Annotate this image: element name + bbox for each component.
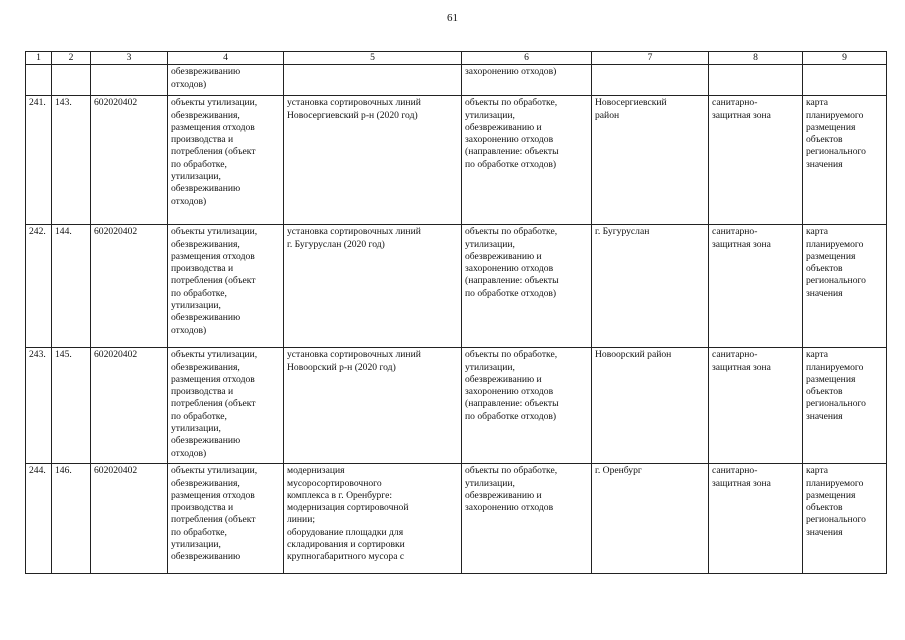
item-number-cell: 146. — [52, 464, 91, 574]
column-header: 5 — [284, 52, 462, 65]
location-cell: Новоорский район — [592, 348, 709, 464]
purpose-cell: объекты по обработке, утилизации, обезвреживанию и захоронению отходов (направление: объекты по обработке отходов) — [462, 225, 592, 348]
item-number-cell: 144. — [52, 225, 91, 348]
location-cell — [592, 65, 709, 96]
location-cell: г. Оренбург — [592, 464, 709, 574]
column-header: 8 — [709, 52, 803, 65]
code-cell: 602020402 — [91, 225, 168, 348]
object-name-cell: установка сортировочных линий г. Бугуруслан (2020 год) — [284, 225, 462, 348]
table-row — [26, 65, 887, 96]
item-number-cell: 143. — [52, 96, 91, 225]
row-number-cell — [26, 65, 52, 96]
zone-cell: санитарно- защитная зона — [709, 464, 803, 574]
purpose-cell: захоронению отходов) — [462, 65, 592, 96]
row-number-cell: 243. — [26, 348, 52, 464]
objects-table — [25, 51, 887, 574]
map-cell: карта планируемого размещения объектов регионального значения — [803, 348, 887, 464]
table-row — [26, 464, 887, 574]
object-type-cell: объекты утилизации, обезвреживания, размещения отходов производства и потребления (объект по обработке, утилизации, обезвреживанию отходов) — [168, 348, 284, 464]
item-number-cell — [52, 65, 91, 96]
map-cell: карта планируемого размещения объектов регионального значения — [803, 96, 887, 225]
column-header: 7 — [592, 52, 709, 65]
purpose-cell: объекты по обработке, утилизации, обезвреживанию и захоронению отходов (направление: объекты по обработке отходов) — [462, 348, 592, 464]
column-header: 4 — [168, 52, 284, 65]
column-header: 1 — [26, 52, 52, 65]
item-number-cell: 145. — [52, 348, 91, 464]
object-name-cell: модернизация мусоросортировочного комплекса в г. Оренбурге: модернизация сортировочной линии; оборудование площадки для складирования и сортировки крупногабаритного мусора с — [284, 464, 462, 574]
page-number: 61 — [447, 12, 458, 24]
object-type-cell: объекты утилизации, обезвреживания, размещения отходов производства и потребления (объект по обработке, утилизации, обезвреживанию отходов) — [168, 96, 284, 225]
map-cell: карта планируемого размещения объектов регионального значения — [803, 225, 887, 348]
table-row — [26, 96, 887, 225]
row-number-cell: 244. — [26, 464, 52, 574]
code-cell: 602020402 — [91, 96, 168, 225]
map-cell — [803, 65, 887, 96]
object-name-cell: установка сортировочных линий Новосергиевский р-н (2020 год) — [284, 96, 462, 225]
object-type-cell: объекты утилизации, обезвреживания, размещения отходов производства и потребления (объект по обработке, утилизации, обезвреживанию — [168, 464, 284, 574]
row-number-cell: 241. — [26, 96, 52, 225]
table-row — [26, 348, 887, 464]
location-cell: г. Бугуруслан — [592, 225, 709, 348]
table-header-row — [26, 52, 887, 65]
zone-cell: санитарно- защитная зона — [709, 225, 803, 348]
object-type-cell: обезвреживанию отходов) — [168, 65, 284, 96]
column-header: 6 — [462, 52, 592, 65]
code-cell — [91, 65, 168, 96]
row-number-cell: 242. — [26, 225, 52, 348]
location-cell: Новосергиевский район — [592, 96, 709, 225]
map-cell: карта планируемого размещения объектов регионального значения — [803, 464, 887, 574]
object-name-cell — [284, 65, 462, 96]
column-header: 2 — [52, 52, 91, 65]
code-cell: 602020402 — [91, 464, 168, 574]
zone-cell: санитарно- защитная зона — [709, 96, 803, 225]
column-header: 9 — [803, 52, 887, 65]
zone-cell — [709, 65, 803, 96]
object-name-cell: установка сортировочных линий Новоорский р-н (2020 год) — [284, 348, 462, 464]
table-row — [26, 225, 887, 348]
object-type-cell: объекты утилизации, обезвреживания, размещения отходов производства и потребления (объект по обработке, утилизации, обезвреживанию отходов) — [168, 225, 284, 348]
purpose-cell: объекты по обработке, утилизации, обезвреживанию и захоронению отходов — [462, 464, 592, 574]
purpose-cell: объекты по обработке, утилизации, обезвреживанию и захоронению отходов (направление: объекты по обработке отходов) — [462, 96, 592, 225]
code-cell: 602020402 — [91, 348, 168, 464]
column-header: 3 — [91, 52, 168, 65]
zone-cell: санитарно- защитная зона — [709, 348, 803, 464]
